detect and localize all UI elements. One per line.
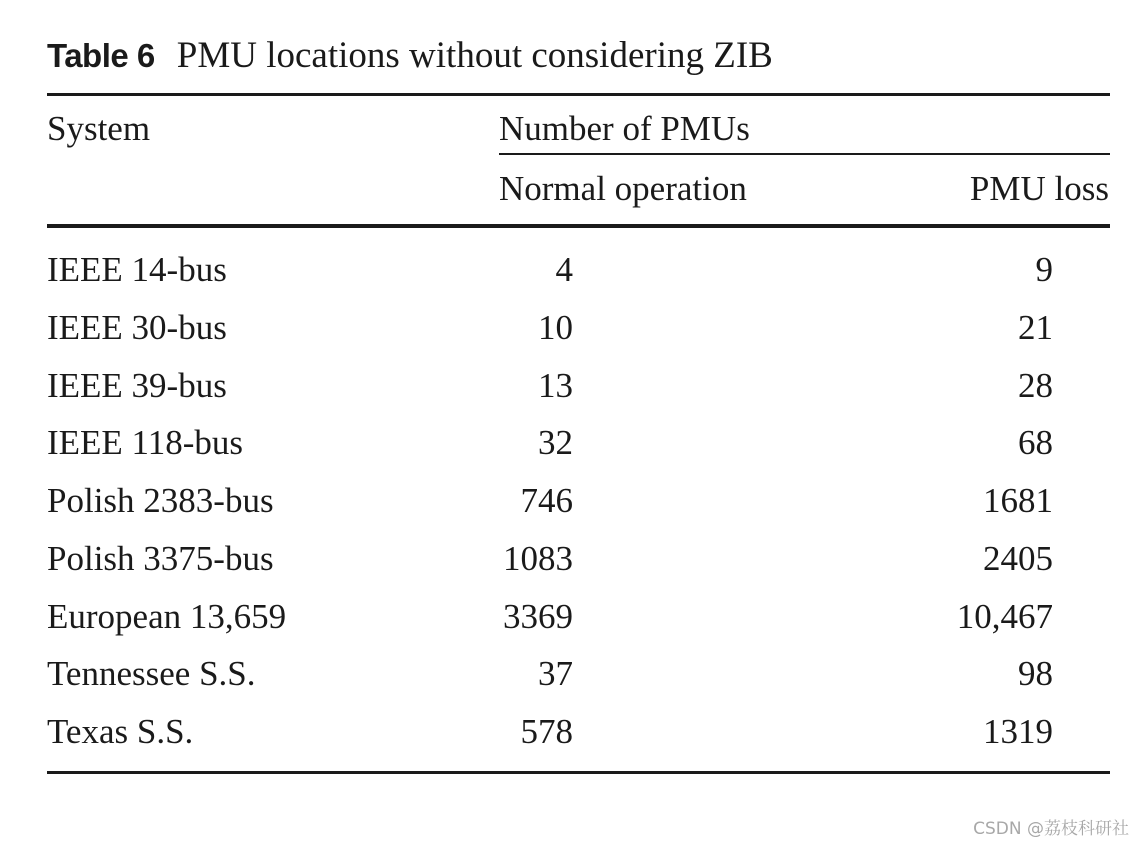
cell-pmu-loss: 1681 <box>983 481 1053 520</box>
watermark: CSDN @荔枝科研社 <box>973 819 1129 839</box>
header-system: System <box>47 109 151 148</box>
table-row <box>0 646 1145 704</box>
cell-system: Texas S.S. <box>47 712 194 751</box>
cell-system: European 13,659 <box>47 596 287 636</box>
cell-normal-operation: 746 <box>520 481 573 520</box>
table-row <box>0 473 1145 531</box>
cell-system: Tennessee S.S. <box>47 654 256 694</box>
cell-pmu-loss: 9 <box>1035 250 1053 289</box>
cell-normal-operation: 4 <box>555 250 573 289</box>
table-row <box>0 300 1145 358</box>
cell-pmu-loss: 21 <box>1018 307 1053 347</box>
cell-pmu-loss: 98 <box>1018 654 1053 694</box>
header-pmu-loss: PMU loss <box>969 169 1109 208</box>
cell-system: IEEE 118-bus <box>47 423 244 463</box>
table-row <box>0 242 1145 300</box>
cell-normal-operation: 10 <box>538 307 573 347</box>
cell-normal-operation: 32 <box>538 423 573 463</box>
cell-pmu-loss: 1319 <box>983 712 1053 751</box>
table-row <box>0 589 1145 647</box>
table-body <box>0 242 1145 762</box>
top-rule <box>47 93 1110 96</box>
cell-normal-operation: 1083 <box>503 538 573 578</box>
cell-pmu-loss: 28 <box>1018 365 1053 405</box>
cell-system: Polish 2383-bus <box>47 481 274 520</box>
bottom-rule <box>47 771 1110 774</box>
header-number-of-pmus: Number of PMUs <box>499 109 750 148</box>
cell-system: Polish 3375-bus <box>47 538 274 578</box>
table-number: Table 6 <box>47 37 155 74</box>
cell-system: IEEE 39-bus <box>47 365 227 405</box>
cell-pmu-loss: 68 <box>1018 423 1053 463</box>
cell-pmu-loss: 2405 <box>983 538 1053 578</box>
header-rule <box>47 224 1110 228</box>
cell-system: IEEE 30-bus <box>47 307 227 347</box>
table-row <box>0 531 1145 589</box>
header-normal-operation: Normal operation <box>499 169 747 208</box>
cell-normal-operation: 3369 <box>503 596 573 636</box>
group-rule <box>499 153 1110 155</box>
cell-normal-operation: 37 <box>538 654 573 694</box>
cell-pmu-loss: 10,467 <box>956 596 1053 636</box>
table-caption <box>47 36 773 76</box>
table-row <box>0 358 1145 416</box>
cell-system: IEEE 14-bus <box>47 250 227 289</box>
table-title: PMU locations without considering ZIB <box>176 35 773 76</box>
table-row <box>0 415 1145 473</box>
cell-normal-operation: 578 <box>520 712 573 751</box>
table-row <box>0 704 1145 762</box>
cell-normal-operation: 13 <box>538 365 573 405</box>
